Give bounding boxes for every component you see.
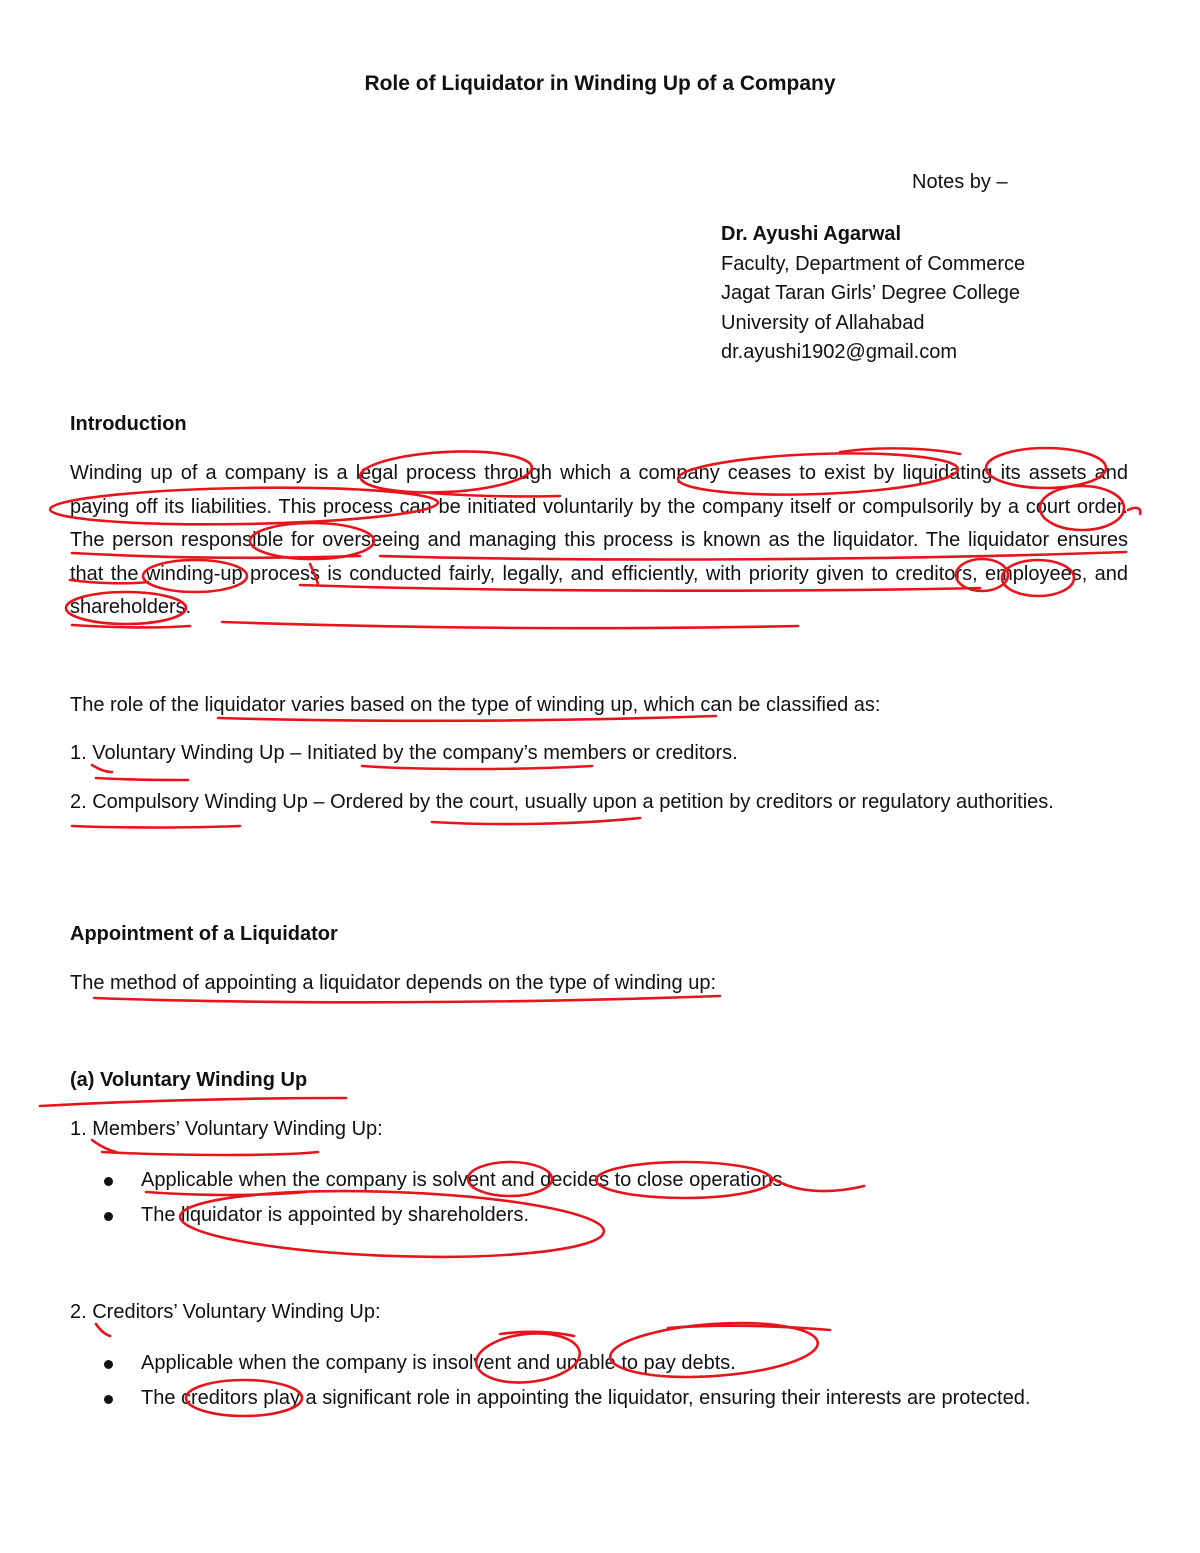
role-intro-text: The role of the liquidator varies based on the type of winding up, which can be classified as: [70,694,881,716]
introduction-heading: Introduction [70,413,187,435]
annotation-mark [1128,508,1140,514]
author-block [721,220,1025,368]
list-item-text: Applicable when the company is insolvent and unable to pay debts. [141,1352,736,1374]
annotation-underline [362,766,592,769]
bullet-icon [104,1212,113,1221]
members-voluntary-heading: 1. Members’ Voluntary Winding Up: [70,1118,383,1140]
winding-type-compulsory: 2. Compulsory Winding Up – Ordered by the court, usually upon a petition by creditors or regulatory authorities. [70,791,1054,813]
annotation-mark [72,625,190,627]
annotation-mark [840,448,960,454]
list-item [104,1164,1128,1197]
creditors-voluntary-heading: 2. Creditors’ Voluntary Winding Up: [70,1301,381,1323]
list-item-text: The liquidator is appointed by shareholders. [141,1204,530,1226]
annotation-underline [92,1140,116,1152]
author-college: Jagat Taran Girls’ Degree College [721,282,1021,304]
document-title: Role of Liquidator in Winding Up of a Company [364,72,836,95]
appointment-intro: The method of appointing a liquidator depends on the type of winding up: [70,972,717,994]
annotation-underline [40,1098,346,1106]
list-item [104,1382,1128,1415]
annotation-underline [96,1324,110,1336]
bullet-icon [104,1395,113,1404]
annotation-underline [94,996,720,1002]
annotation-mark [668,1326,830,1330]
bullet-icon [104,1177,113,1186]
author-name: Dr. Ayushi Agarwal [721,223,902,245]
author-faculty: Faculty, Department of Commerce [721,252,1026,275]
list-item [104,1199,1128,1232]
annotation-underline [96,778,188,780]
annotation-underline [92,765,112,772]
annotation-mark [500,1332,574,1336]
notes-by-label: Notes by – [912,171,1008,193]
bullet-icon [104,1360,113,1369]
winding-type-voluntary: 1. Voluntary Winding Up – Initiated by the company’s members or creditors. [70,742,738,764]
list-item [104,1347,1128,1380]
annotation-underline [432,818,640,824]
author-email: dr.ayushi1902@gmail.com [721,341,957,363]
list-item-text: The creditors play a significant role in appointing the liquidator, ensuring their interests are protected. [141,1387,1031,1409]
list-item-text: Applicable when the company is solvent and decides to close operations. [141,1169,789,1191]
annotation-underline [102,1152,318,1155]
voluntary-winding-heading: (a) Voluntary Winding Up [70,1069,308,1091]
annotation-underline [72,826,240,828]
author-university: University of Allahabad [721,311,925,334]
appointment-heading: Appointment of a Liquidator [70,923,338,945]
introduction-paragraph: Winding up of a company is a legal process through which a company ceases to exist by liquidating its assets and paying off its liabilities. This process can be initiated voluntarily by the company itself or compulsorily by a court order. The person responsible for overseeing and managing this process is known as the liquidator. The liquidator ensures that the winding-up process is conducted fairly, legally, and efficiently, with priority given to creditors, employees, and shareholders. [70,462,1128,618]
